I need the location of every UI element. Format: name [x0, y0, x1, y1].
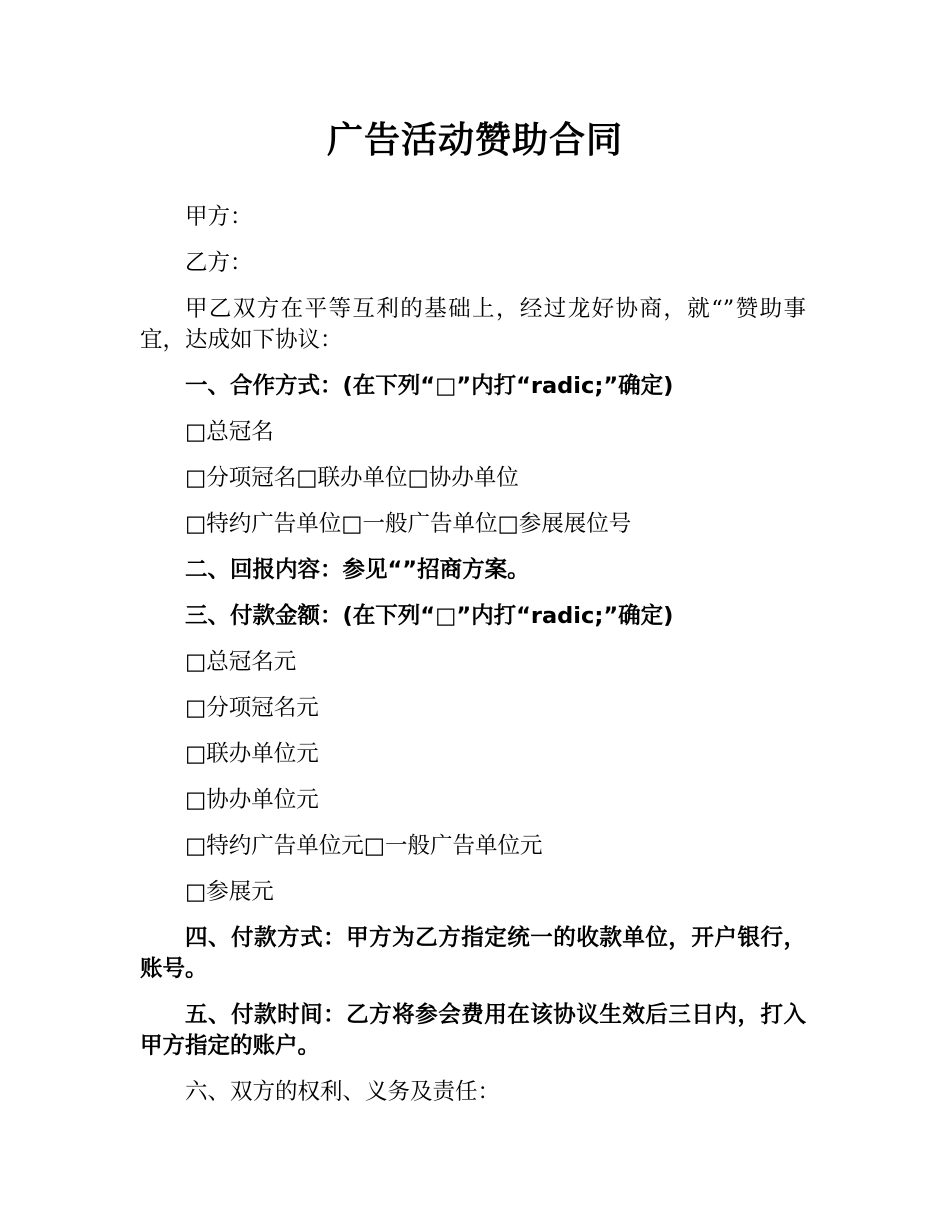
option-advertisers: □特约广告单位□一般广告单位□参展展位号 — [185, 511, 632, 537]
amount-sub-title-sponsor: □分项冠名元 — [185, 695, 319, 721]
amount-advertisers: □特约广告单位元□一般广告单位元 — [185, 833, 543, 859]
amount-exhibitor: □参展元 — [185, 879, 274, 905]
document-body — [140, 202, 806, 1123]
section-1-heading: 一、合作方式：(在下列“□”内打“radic;”确定) — [185, 373, 674, 399]
option-sub-sponsors: □分项冠名□联办单位□协办单位 — [185, 465, 519, 491]
amount-title-sponsor: □总冠名元 — [185, 649, 297, 675]
section-2-heading: 二、回报内容：参见“”招商方案。 — [185, 557, 530, 583]
intro-paragraph: 甲乙双方在平等互利的基础上，经过龙好协商，就“”赞助事宜，达成如下协议： — [140, 296, 806, 353]
party-a-line: 甲方： — [185, 204, 253, 230]
party-b-line: 乙方： — [185, 250, 253, 276]
amount-assisting-unit: □协办单位元 — [185, 787, 319, 813]
amount-co-organizer: □联办单位元 — [185, 741, 319, 767]
section-4-heading: 四、付款方式：甲方为乙方指定统一的收款单位，开户银行，账号。 — [140, 925, 806, 982]
section-6-heading: 六、双方的权利、义务及责任： — [185, 1079, 501, 1105]
document-title: 广告活动赞助合同 — [326, 120, 623, 161]
section-3-heading: 三、付款金额：(在下列“□”内打“radic;”确定) — [185, 603, 674, 629]
section-5-heading: 五、付款时间：乙方将参会费用在该协议生效后三日内，打入甲方指定的账户。 — [140, 1002, 806, 1059]
option-title-sponsor: □总冠名 — [185, 419, 274, 445]
